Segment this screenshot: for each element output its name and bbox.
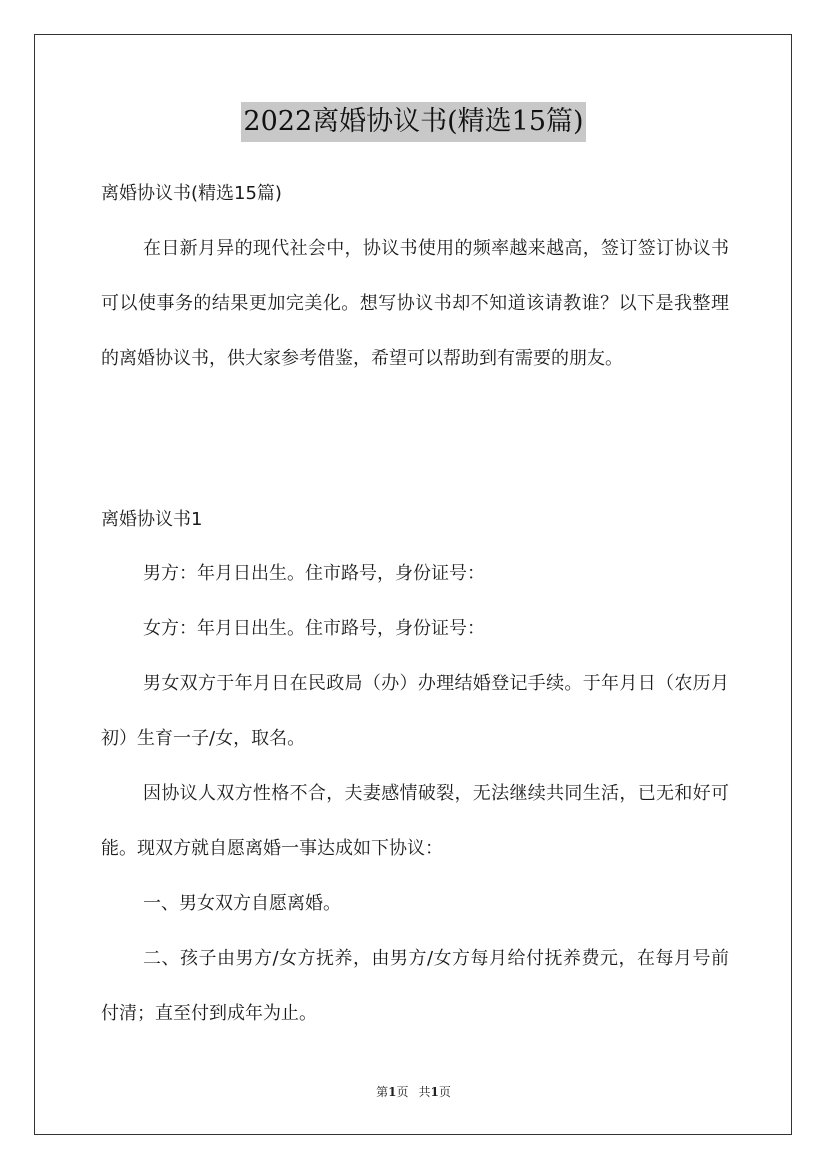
paragraph-male-party: 男方：年月日出生。住市路号，身份证号： — [143, 563, 485, 584]
footer-total-suffix: 页 — [438, 1085, 451, 1099]
footer-total-prefix: 共 — [418, 1085, 431, 1099]
paragraph-marriage-registration: 男女双方于年月日在民政局（办）办理结婚登记手续。于年月日（农历月初）生育一子/女，取名。 — [101, 673, 729, 749]
footer-page-prefix: 第 — [376, 1085, 389, 1099]
page-footer — [0, 1084, 827, 1100]
section-heading: 离婚协议书1 — [101, 509, 203, 530]
document-title: 2022离婚协议书(精选15篇) — [241, 102, 585, 142]
title-container — [0, 102, 827, 142]
footer-page-suffix: 页 — [396, 1085, 409, 1099]
paragraph-divorce-reason: 因协议人双方性格不合，夫妻感情破裂，无法继续共同生活，已无和好可能。现双方就自愿离婚一事达成如下协议： — [101, 783, 729, 859]
paragraph-clause-one: 一、男女双方自愿离婚。 — [143, 893, 341, 914]
paragraph-clause-two: 二、孩子由男方/女方抚养，由男方/女方每月给付抚养费元，在每月号前付清；直至付到成年为止。 — [101, 948, 729, 1024]
footer-page-number: 1 — [388, 1085, 397, 1099]
footer-total-number: 1 — [430, 1085, 439, 1099]
document-subtitle: 离婚协议书(精选15篇) — [101, 183, 282, 204]
paragraph-female-party: 女方：年月日出生。住市路号，身份证号： — [143, 618, 485, 639]
intro-paragraph: 在日新月异的现代社会中，协议书使用的频率越来越高，签订签订协议书可以使事务的结果更加完美化。想写协议书却不知道该请教谁？以下是我整理的离婚协议书，供大家参考借鉴，希望可以帮助到有需要的朋友。 — [101, 238, 729, 369]
